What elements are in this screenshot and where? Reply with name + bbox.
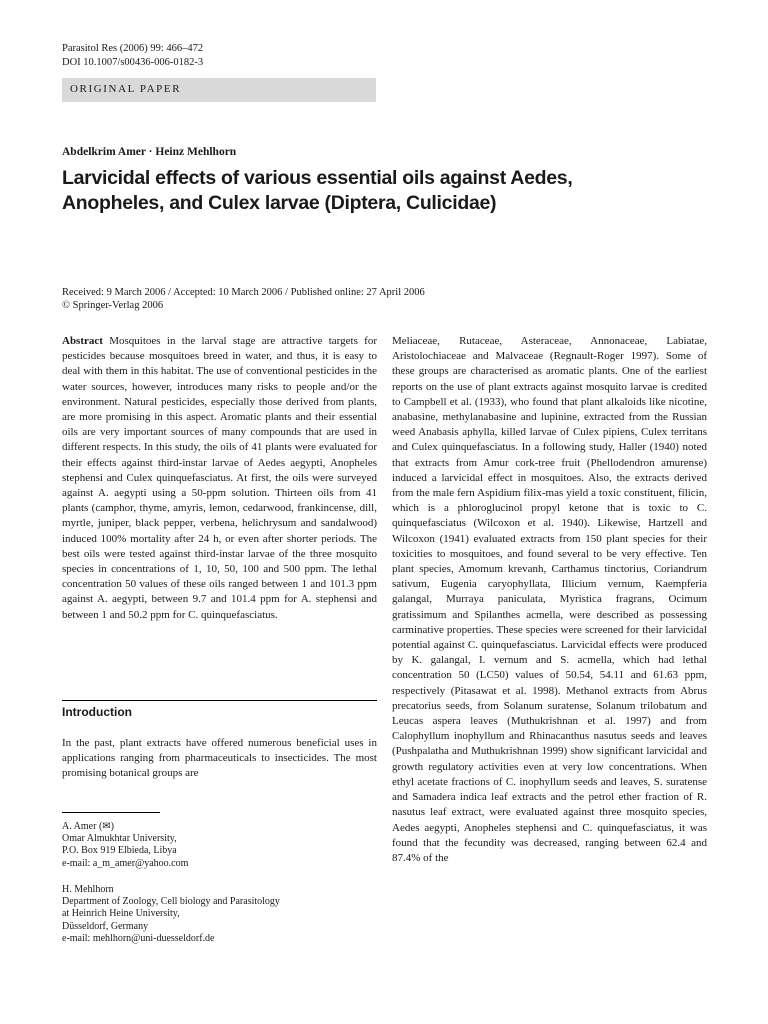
affiliation-amer <box>62 821 377 870</box>
affiliation-line: Düsseldorf, Germany <box>62 920 149 932</box>
introduction-heading: Introduction <box>62 705 132 719</box>
footnote-rule <box>62 812 160 813</box>
journal-doi: DOI 10.1007/s00436-006-0182-3 <box>62 57 204 68</box>
introduction-rule <box>62 700 377 701</box>
publication-dates <box>62 286 425 312</box>
article-title: Larvicidal effects of various essential oils against Aedes, Anopheles, and Culex larvae (Diptera, Culicidae) <box>62 167 573 214</box>
author-list: Abdelkrim Amer · Heinz Mehlhorn <box>62 146 237 158</box>
received-accepted-published: Received: 9 March 2006 / Accepted: 10 March 2006 / Published online: 27 April 2006 <box>62 287 425 298</box>
affiliation-line: P.O. Box 919 Elbieda, Libya <box>62 845 177 857</box>
introduction-text: In the past, plant extracts have offered numerous beneficial uses in applications ranging from pharmaceuticals to insecticides. The most promising botanical groups are <box>62 737 377 780</box>
abstract-text: Mosquitoes in the larval stage are attractive targets for pesticides because mosquitoes breed in water, and thus, it is easy to deal with them in this habitat. The use of conventional pesticides in the water sources, however, introduces many risks to people and/or the environment. Natural pesticides, especially those derived from plants, are more promising in this aspect. Aromatic plants and their essential oils are very important sources of many compounds that are used in different respects. In this study, the oils of 41 plants were evaluated for their effects against third-instar larvae of Aedes aegypti, Anopheles stephensi and Culex quinquefasciatus. At first, the oils were surveyed against A. aegypti using a 50-ppm solution. Thirteen oils from 41 plants (camphor, thyme, amyris, lemon, cedarwood, frankincense, dill, myrtle, juniper, black pepper, verbena, helichrysum and sandalwood) induced 100% mortality after 24 h, or even after shorter periods. The best oils were tested against third-instar larvae of the three mosquito species in concentrations of 1, 10, 50, 100 and 500 ppm. The lethal concentration 50 values of these oils ranged between 1 and 101.3 ppm against A. aegypti, between 9.7 and 101.4 ppm for A. stephensi and between 1 and 50.2 ppm for C. quinquefasciatus. <box>62 335 377 621</box>
article-type-label: ORIGINAL PAPER <box>70 83 182 95</box>
affiliation-line: at Heinrich Heine University, <box>62 908 180 920</box>
copyright-line: © Springer-Verlag 2006 <box>62 300 164 311</box>
right-column-text: Meliaceae, Rutaceae, Asteraceae, Annonaceae, Labiatae, Aristolochiaceae and Malvaceae (Regnault-Roger 1997). Some of these groups are characterised as aromatic plants. One of the earliest reports on the use of plant extracts against mosquito larvae is credited to Campbell et al. (1933), who found that plant alkaloids like nicotine, anabasine, methylanabasine and lupinine, extracted from the Russian weed Anabasis aphylla, killed larvae of Culex pipiens, Culex territans and Culex quinquefasciatus. In a following study, Haller (1940) noted that extracts from Amur cork-tree fruit (Phellodendron amurense) induced a larvicidal effect in mosquitoes. Also, the extracts derived from the male fern Aspidium filix-mas yield a toxic constituent, filicin, which is a phloroglucinol propyl ketone that is toxic to C. quinquefasciatus (Wilcoxon et al. 1940). Likewise, Hartzell and Wilcoxon (1941) evaluated extracts from 150 plant species for their toxicities to mosquitoes, and found several to be very effective. Ten plant species, Amomum krevanh, Carthamus tinctorius, Coriandrum sativum, Eugenia caryophyllata, Illicium vernum, Kaempferia galangal, Murraya paniculata, Myristica fragrans, Ocimum gratissimum and Spilanthes acmella, were described as possessing carminative properties. These species were screened for their larvicidal potential against C. quinquefasciatus. Larvicidal effects were produced by K. galangal, I. vernum and S. acmella, which had lethal concentration 50 (LC50) values of 50.54, 54.11 and 61.63 ppm, respectively (Pitasawat et al. 1998). Methanol extracts from Abrus precatorius seeds, from Solanum suratense, Solanum trilobatum and Leucas aspera leaves (Muthukrishnan et al. 1997) and from Calophyllum inophyllum and Rhinacanthus nasutus seeds and leaves (Pushpalatha and Muthukrishnan 1999) show significant larvicidal and growth regulatory activities even at very low concentrations. When ethyl acetate fractions of C. inophyllum seeds and leaves, S. suratense and Samadera indica leaf extracts and the petrol ether fraction of R. nasutus leaf extract, were evaluated against three mosquito species, Aedes aegypti, Anopheles stephensi and C. quinquefasciatus, it was found that the fecundity was decreased, ranging between 62.4 and 87.4% of the <box>392 335 707 864</box>
journal-header <box>62 42 203 70</box>
affiliation-line: Omar Almukhtar University, <box>62 833 177 845</box>
affiliation-line: H. Mehlhorn <box>62 884 114 895</box>
email-link[interactable]: e-mail: mehlhorn@uni-duesseldorf.de <box>62 932 215 944</box>
abstract-block <box>62 334 377 623</box>
affiliation-mehlhorn <box>62 884 377 945</box>
affiliation-line: Department of Zoology, Cell biology and Parasitology <box>62 896 280 908</box>
article-type-banner <box>62 78 376 102</box>
abstract-heading: Abstract <box>62 335 103 347</box>
journal-citation: Parasitol Res (2006) 99: 466–472 <box>62 43 204 54</box>
email-link[interactable]: e-mail: a_m_amer@yahoo.com <box>62 857 189 869</box>
affiliation-line: A. Amer (✉) <box>62 821 114 832</box>
